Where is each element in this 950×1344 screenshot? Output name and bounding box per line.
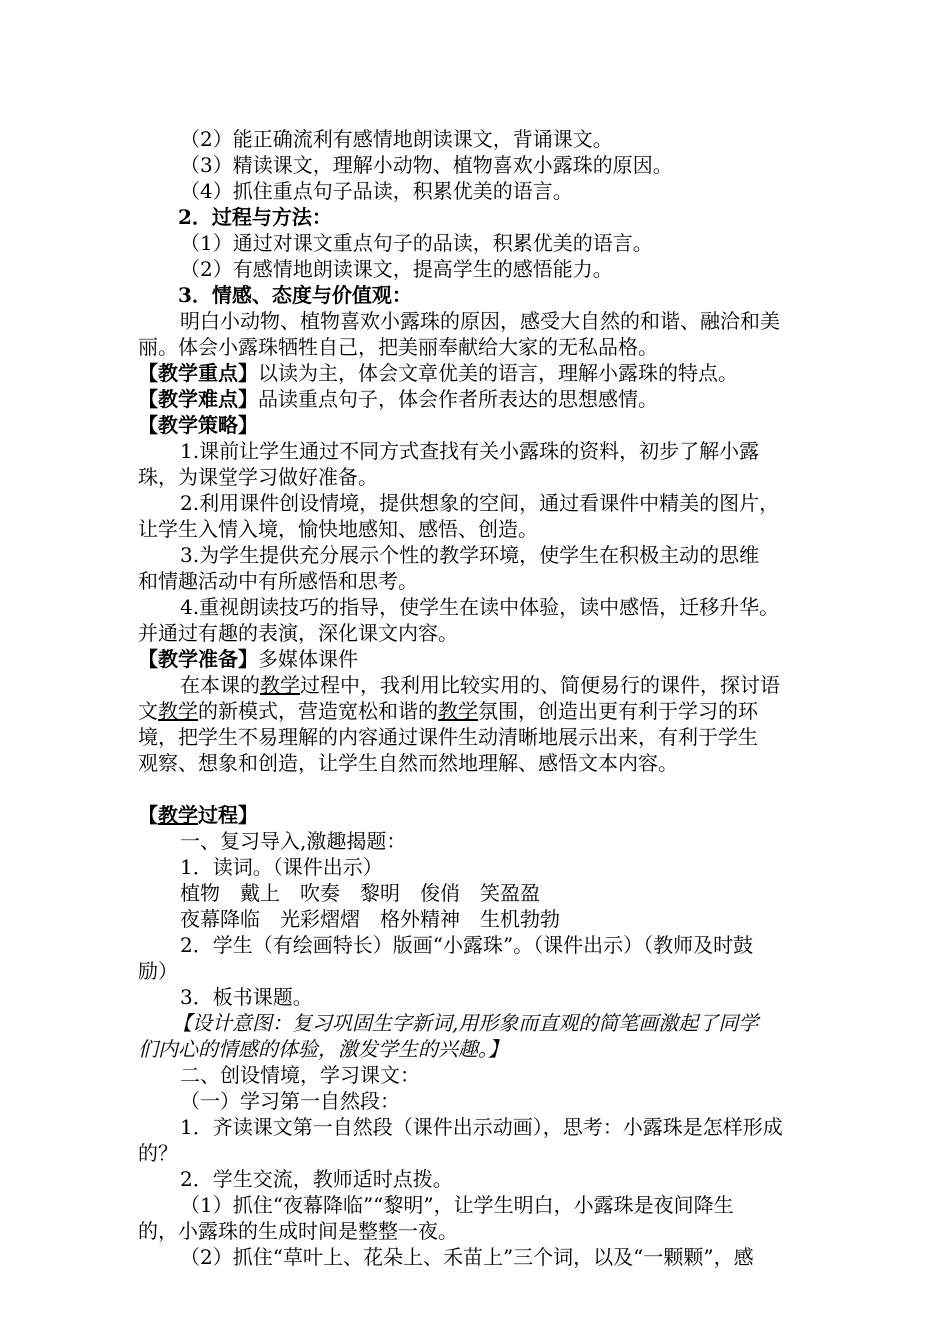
- preparation-line: [138, 646, 828, 672]
- step-line: 3．板书课题。: [180, 985, 313, 1009]
- difficulty-label: 【教学难点】: [138, 387, 258, 411]
- step-line: 1．读词。（课件出示）: [180, 855, 383, 879]
- step-line: 励）: [138, 959, 178, 983]
- difficulty-text: 品读重点句子，体会作者所表达的思想感情。: [258, 387, 658, 411]
- key-point-label: 【教学重点】: [138, 361, 258, 385]
- step-line: （一）学习第一自然段：: [180, 1089, 400, 1113]
- step-line: 2．学生（有绘画特长）版画“小露珠”。（课件出示）（教师及时鼓: [180, 933, 754, 957]
- paragraph-line: [138, 698, 828, 724]
- word-list: 植物 戴上 吹奏 黎明 俊俏 笑盈盈: [180, 881, 540, 905]
- paragraph-line: 明白小动物、植物喜欢小露珠的原因，感受大自然的和谐、融洽和美: [180, 309, 780, 333]
- key-point-line: [138, 360, 828, 386]
- strategy-line: 让学生入情入境，愉快地感知、感悟、创造。: [138, 517, 538, 541]
- text-run: 氛围，创造出更有利于学习的环: [478, 699, 758, 723]
- strategy-line: 珠，为课堂学习做好准备。: [138, 465, 378, 489]
- step-heading: 二、创设情境，学习课文：: [180, 1063, 420, 1087]
- strategy-line: 并通过有趣的表演，深化课文内容。: [138, 621, 458, 645]
- strategy-line: 3.为学生提供充分展示个性的教学环境，使学生在积极主动的思维: [180, 543, 760, 567]
- text-run: 过程中，我利用比较实用的、简便易行的课件，探讨语: [300, 673, 780, 697]
- word-list: 夜幕降临 光彩熠熠 格外精神 生机勃勃: [180, 907, 560, 931]
- teaching-link[interactable]: 教学: [158, 803, 198, 827]
- difficulty-line: [138, 386, 828, 412]
- step-line: 1．齐读课文第一自然段（课件出示动画），思考：小露珠是怎样形成: [180, 1115, 783, 1139]
- strategy-line: 和情趣活动中有所感悟和思考。: [138, 569, 418, 593]
- strategy-line: 4.重视朗读技巧的指导，使学生在读中体验，读中感悟，迁移升华。: [180, 595, 780, 619]
- text-run: 的新模式，营造宽松和谐的: [198, 699, 438, 723]
- method-line: （2）有感情地朗读课文，提高学生的感悟能力。: [180, 257, 613, 281]
- objective-line: （3）精读课文，理解小动物、植物喜欢小露珠的原因。: [180, 153, 673, 177]
- step-line: 的，小露珠的生成时间是整整一夜。: [138, 1219, 458, 1243]
- paragraph-line: 境，把学生不易理解的内容通过课件生动清晰地展示出来，有利于学生: [138, 725, 758, 749]
- strategy-line: 2.利用课件创设情境，提供想象的空间，通过看课件中精美的图片，: [180, 491, 780, 515]
- teaching-link[interactable]: 教学: [438, 699, 478, 723]
- text-run: 在本课的: [180, 673, 260, 697]
- step-line: （1）抓住“夜幕降临”“黎明”，让学生明白，小露珠是夜间降生: [180, 1193, 734, 1217]
- key-point-text: 以读为主，体会文章优美的语言，理解小露珠的特点。: [258, 361, 738, 385]
- preparation-text: 多媒体课件: [258, 647, 358, 671]
- design-intent: 们内心的情感的体验，激发学生的兴趣。】: [138, 1037, 508, 1061]
- strategy-heading: 【教学策略】: [138, 413, 258, 437]
- paragraph-line: [180, 672, 828, 698]
- teaching-link[interactable]: 教学: [158, 699, 198, 723]
- process-heading: [138, 802, 828, 828]
- text-run: 文: [138, 699, 158, 723]
- section-heading: 3．情感、态度与价值观：: [178, 283, 412, 307]
- strategy-line: 1.课前让学生通过不同方式查找有关小露珠的资料，初步了解小露: [180, 439, 760, 463]
- design-intent: 【设计意图：复习巩固生字新词,用形象而直观的简笔画激起了同学: [172, 1011, 759, 1035]
- section-heading: 2．过程与方法：: [178, 205, 332, 229]
- objective-line: （4）抓住重点句子品读，积累优美的语言。: [180, 179, 573, 203]
- objective-line: （2）能正确流利有感情地朗读课文，背诵课文。: [180, 127, 613, 151]
- text-run: 过程】: [198, 803, 258, 827]
- method-line: （1）通过对课文重点句子的品读，积累优美的语言。: [180, 231, 653, 255]
- teaching-link[interactable]: 教学: [260, 673, 300, 697]
- step-line: 的？: [138, 1141, 178, 1165]
- paragraph-line: 观察、想象和创造，让学生自然而然地理解、感悟文本内容。: [138, 751, 678, 775]
- preparation-label: 【教学准备】: [138, 647, 258, 671]
- step-heading: 一、复习导入,激趣揭题：: [180, 829, 407, 853]
- step-line: （2）抓住“草叶上、花朵上、禾苗上”三个词，以及“一颗颗”，感: [180, 1245, 754, 1269]
- paragraph-line: 丽。体会小露珠牺牲自己，把美丽奉献给大家的无私品格。: [138, 335, 658, 359]
- step-line: 2．学生交流，教师适时点拨。: [180, 1167, 453, 1191]
- text-run: 【: [138, 803, 158, 827]
